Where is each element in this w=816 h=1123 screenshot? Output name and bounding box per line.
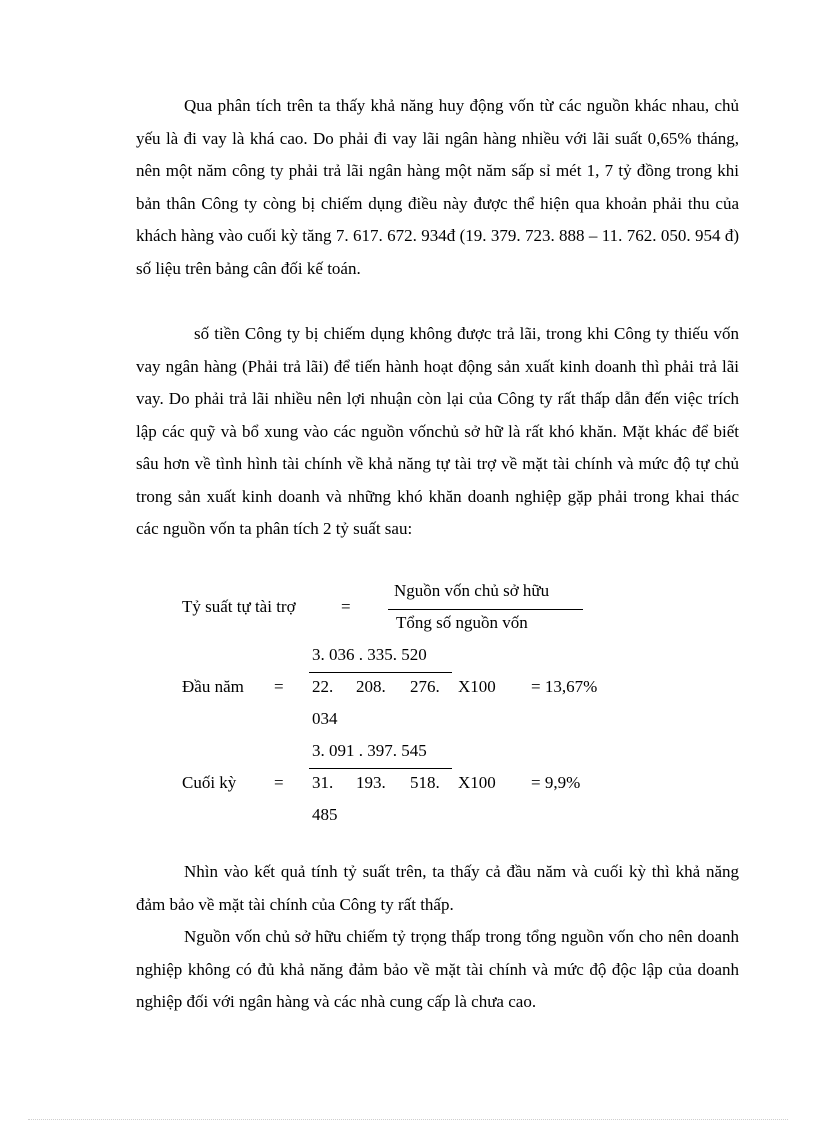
row-start-numerator: 3. 036 . 335. 520 xyxy=(312,645,427,664)
formula-denominator: Tổng số nguồn vốn xyxy=(396,613,528,632)
row-end-denominator-tail: 485 xyxy=(312,805,338,824)
formula-label: Tỷ suất tự tài trợ xyxy=(182,597,296,616)
paragraph-occupied-funds: số tiền Công ty bị chiếm dụng không được trả lãi, trong khi Công ty thiếu vốn vay ngân hàng (Phải trả lãi) để tiến hành hoạt động sản xuất kinh doanh thì phải trả lãi vay. Do phải trả lãi nhiều nên lợi nhuận còn lại của Công ty rất thấp dẫn đến việc trích lập các quỹ và bổ xung vào các nguồn vốnchủ sở hữ là rất khó khăn. Mặt khác để biết sâu hơn về tình hình tài chính về khả năng tự tài trợ về mặt tài chính và mức độ tự chủ trong sản xuất kinh doanh và những khó khăn doanh nghiệp gặp phải trong khai thác các nguồn vốn ta phân tích 2 tỷ suất sau: xyxy=(136,324,739,538)
row-end-label: Cuối kỳ xyxy=(182,773,237,792)
row-start-result: = 13,67% xyxy=(531,677,598,696)
row-start-denominator-tail: 034 xyxy=(312,709,338,728)
row-end-denominator-part: 518. xyxy=(410,773,440,792)
row-end-multiplier: X100 xyxy=(458,773,496,792)
formula-fraction-bar xyxy=(388,609,583,610)
row-start-multiplier: X100 xyxy=(458,677,496,696)
body-text-1 xyxy=(136,90,739,285)
row-start-denominator-part: 22. xyxy=(312,677,334,696)
row-start-fraction-bar xyxy=(309,672,452,673)
paragraph-conclusion-1: Nhìn vào kết quả tính tỷ suất trên, ta thấy cả đầu năm và cuối kỳ thì khả năng đảm bảo về mặt tài chính của Công ty rất thấp. xyxy=(136,862,739,914)
row-start-equals: = xyxy=(274,677,284,696)
row-end-denominator-part: 31. xyxy=(312,773,334,792)
row-end-denominator-part: 193. xyxy=(356,773,386,792)
conclusion-block xyxy=(136,856,739,1019)
row-start-denominator-part: 276. xyxy=(410,677,440,696)
row-start-label: Đầu năm xyxy=(182,677,244,696)
paragraph-conclusion-2: Nguồn vốn chủ sở hữu chiếm tỷ trọng thấp trong tổng nguồn vốn cho nên doanh nghiệp không có đủ khả năng đảm bảo về mặt tài chính và mức độ độc lập của doanh nghiệp đối với ngân hàng và các nhà cung cấp là chưa cao. xyxy=(136,927,739,1011)
row-end-result: = 9,9% xyxy=(531,773,581,792)
row-end-numerator: 3. 091 . 397. 545 xyxy=(312,741,427,760)
row-start-denominator-part: 208. xyxy=(356,677,386,696)
row-end-equals: = xyxy=(274,773,284,792)
page-bottom-divider xyxy=(28,1119,788,1120)
paragraph-analysis: Qua phân tích trên ta thấy khả năng huy động vốn từ các nguồn khác nhau, chủ yếu là đi vay là khá cao. Do phải đi vay lãi ngân hàng nhiều với lãi suất 0,65% tháng, nên một năm công ty phải trả lãi ngân hàng một năm sấp sỉ mét 1, 7 tỷ đồng trong khi bản thân Công ty còng bị chiếm dụng điều này được thể hiện qua khoản phải thu của khách hàng vào cuối kỳ tăng 7. 617. 672. 934đ (19. 379. 723. 888 – 11. 762. 050. 954 đ) số liệu trên bảng cân đối kế toán. xyxy=(136,96,739,278)
formula-numerator: Nguồn vốn chủ sở hữu xyxy=(394,581,550,600)
row-end-fraction-bar xyxy=(309,768,452,769)
formula-equals: = xyxy=(341,597,351,616)
body-text-2 xyxy=(136,318,739,546)
